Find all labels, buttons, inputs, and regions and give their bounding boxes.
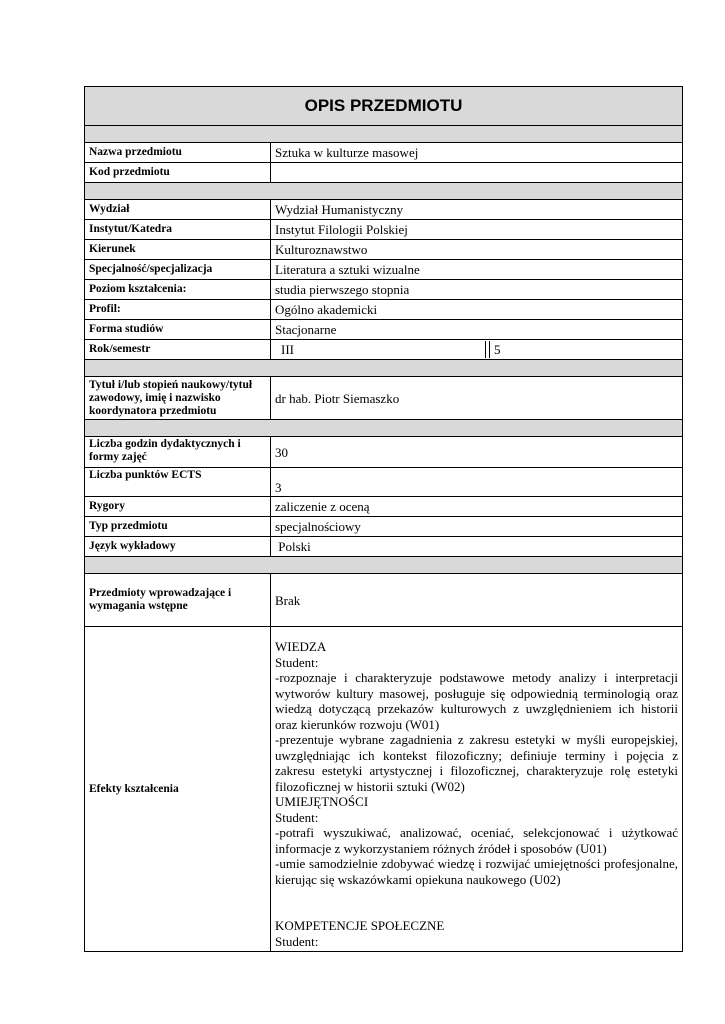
course-type-value: specjalnościowy [271,517,683,537]
row-course-code [85,163,683,183]
row-course-name [85,143,683,163]
specialization-value: Literatura a sztuki wizualne [271,260,683,280]
faculty-label: Wydział [85,200,271,220]
outcome-w01: -rozpoznaje i charakteryzuje podstawowe metody analizy i interpretacji wytworów kultury masowej, posługuje się odpowiednią terminologią oraz wiedzą dotyczącą przekazów kulturowych z uwzględnieniem ich historii oraz kierunków rozwoju (W01) [275,670,678,732]
course-name-label: Nazwa przedmiotu [85,143,271,163]
level-label: Poziom kształcenia: [85,280,271,300]
outcome-u02: -umie samodzielnie zdobywać wiedzę i rozwijać umiejętności profesjonalne, kierując się wskazówkami opiekuna naukowego (U02) [275,856,678,887]
learning-outcomes-label: Efekty kształcenia [85,627,271,952]
outcome-student-label: Student: [275,933,319,949]
row-study-form [85,320,683,340]
rigors-value: zaliczenie z oceną [271,497,683,517]
course-description-document [84,86,683,952]
coordinator-label: Tytuł i/lub stopień naukowy/tytuł zawodowy, imię i nazwisko koordynatora przedmiotu [85,377,271,420]
row-year-semester [85,340,683,360]
learning-outcomes-content [271,627,683,952]
row-field [85,240,683,260]
row-faculty [85,200,683,220]
course-code-value [271,163,683,183]
year-semester-label: Rok/semestr [85,340,271,360]
study-form-value: Stacjonarne [271,320,683,340]
profile-value: Ogólno akademicki [271,300,683,320]
prerequisites-label: Przedmioty wprowadzające i wymagania wstępne [85,574,271,627]
hours-label: Liczba godzin dydaktycznych i formy zajęć [85,437,271,468]
rigors-label: Rygory [85,497,271,517]
row-hours [85,437,683,468]
row-profile [85,300,683,320]
field-label: Kierunek [85,240,271,260]
hours-value: 30 [271,437,683,468]
course-type-label: Typ przedmiotu [85,517,271,537]
level-value: studia pierwszego stopnia [271,280,683,300]
field-value: Kulturoznawstwo [271,240,683,260]
specialization-label: Specjalność/specjalizacja [85,260,271,280]
row-language [85,537,683,557]
language-value: Polski [271,537,683,557]
study-form-label: Forma studiów [85,320,271,340]
language-label: Język wykładowy [85,537,271,557]
row-prerequisites [85,574,683,627]
semester-value: 5 [489,341,682,358]
outcome-student-label: Student: [275,809,319,825]
row-rigors [85,497,683,517]
coordinator-value: dr hab. Piotr Siemaszko [271,377,683,420]
course-name-value: Sztuka w kulturze masowej [271,143,683,163]
ects-label: Liczba punktów ECTS [85,468,271,497]
prerequisites-value: Brak [271,574,683,627]
profile-label: Profil: [85,300,271,320]
row-learning-outcomes [85,627,683,952]
row-level [85,280,683,300]
row-institute [85,220,683,240]
ects-value: 3 [271,468,683,497]
course-table [84,86,683,952]
outcome-heading-social: KOMPETENCJE SPOŁECZNE [275,918,445,933]
outcome-student-label: Student: [275,654,319,670]
outcome-w02: -prezentuje wybrane zagadnienia z zakresu estetyki w myśli europejskiej, uwzględniając ich kontekst filozoficzny; definiuje terminy i pojęcia z zakresu estetyki artystycznej i filozoficznej, charakteryzuje rolę estetyki filozoficznej w historii sztuki (W02) [275,732,678,794]
row-course-type [85,517,683,537]
outcome-heading-skills: UMIEJĘTNOŚCI [275,794,369,809]
course-code-label: Kod przedmiotu [85,163,271,183]
outcome-u01: -potrafi wyszukiwać, analizować, oceniać, selekcjonować i użytkować informacje z wykorzystaniem różnych źródeł i sposobów (U01) [275,825,678,856]
year-value: III [271,341,486,358]
document-title: OPIS PRZEDMIOTU [85,87,683,126]
row-coordinator [85,377,683,420]
institute-value: Instytut Filologii Polskiej [271,220,683,240]
row-specialization [85,260,683,280]
faculty-value: Wydział Humanistyczny [271,200,683,220]
outcome-heading-knowledge: WIEDZA [275,639,327,654]
institute-label: Instytut/Katedra [85,220,271,240]
row-ects [85,468,683,497]
